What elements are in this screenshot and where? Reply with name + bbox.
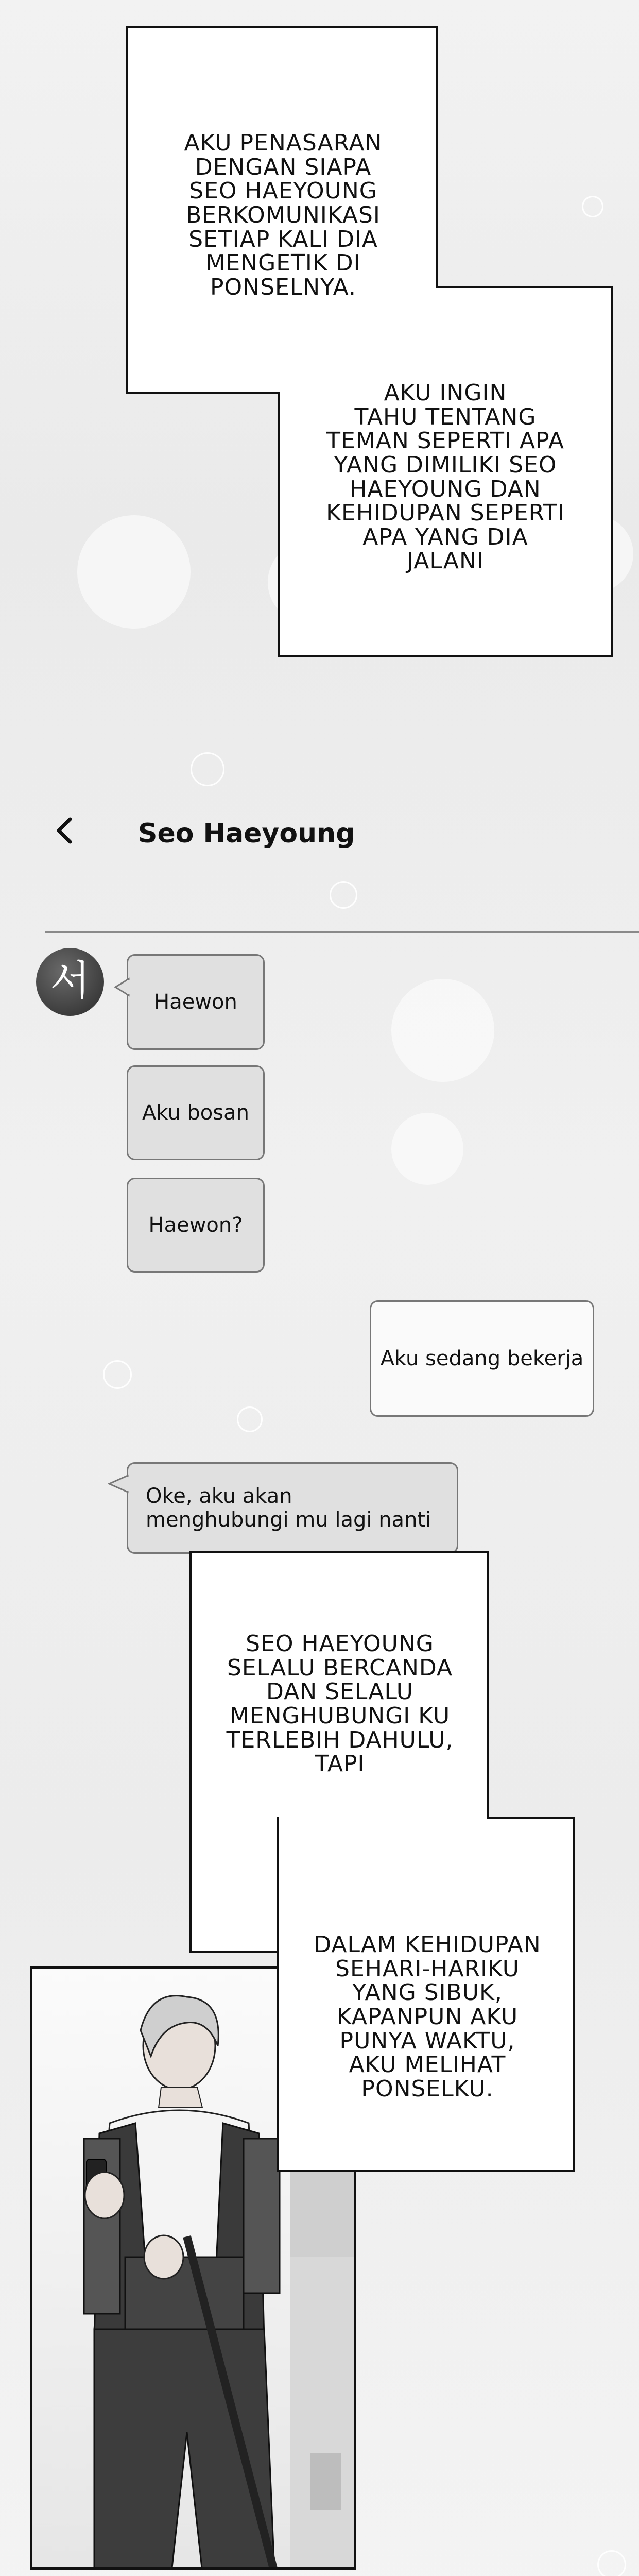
narration-line: KAPANPUN AKU (336, 2003, 519, 2030)
sparkle-decoration (597, 2550, 626, 2576)
bokeh-decoration (391, 979, 494, 1082)
narration-line: SEO HAEYOUNG (246, 1631, 434, 1657)
chat-header (0, 804, 639, 876)
message-bubble-incoming[interactable] (127, 1462, 458, 1554)
narration-line: DAN SELALU (266, 1679, 413, 1705)
sparkle-decoration (191, 752, 224, 786)
narration-line: KEHIDUPAN SEPERTI (326, 500, 565, 527)
narration-box-1-step (126, 392, 280, 394)
narration-line: HAEYOUNG DAN (350, 476, 541, 502)
bokeh-decoration (391, 1113, 463, 1185)
contact-name: Seo Haeyoung (138, 818, 355, 849)
bokeh-decoration (77, 515, 191, 629)
message-text: Aku bosan (142, 1101, 249, 1125)
narration-box-1-lower (126, 289, 280, 394)
narration-line: SEO HAEYOUNG (189, 178, 377, 205)
narration-line: YANG SIBUK, (352, 1979, 503, 2006)
narration-line: DENGAN SIAPA (195, 154, 372, 180)
message-text: Haewon? (148, 1213, 243, 1237)
narration-line: PONSELNYA. (210, 274, 356, 300)
sparkle-decoration (237, 1406, 263, 1432)
narration-line: SELALU BERCANDA (227, 1654, 453, 1681)
narration-line: APA YANG DIA (362, 523, 528, 550)
narration-text-3 (201, 1632, 479, 1776)
narration-line: TEMAN SEPERTI APA (326, 428, 564, 454)
message-bubble-incoming[interactable] (127, 1065, 265, 1160)
sparkle-decoration (103, 1360, 132, 1389)
narration-text-2 (304, 381, 587, 573)
narration-line: TAPI (315, 1751, 365, 1777)
narration-line: PONSELKU. (361, 2075, 494, 2102)
narration-line: SETIAP KALI DIA (188, 226, 378, 252)
message-text-line: Oke, aku akan (146, 1484, 292, 1508)
message-text-line: menghubungi mu lagi nanti (146, 1508, 431, 1532)
bubble-tail (114, 977, 130, 997)
narration-text-1 (144, 131, 422, 299)
narration-line: SEHARI-HARIKU (335, 1955, 520, 1982)
narration-line: JALANI (407, 548, 484, 574)
narration-line: TAHU TENTANG (354, 403, 537, 430)
narration-line: AKU INGIN (384, 380, 507, 406)
narration-text-4 (288, 1933, 566, 2101)
message-text: Aku sedang bekerja (380, 1347, 584, 1370)
narration-line: BERKOMUNIKASI (186, 201, 381, 228)
narration-line: DALAM KEHIDUPAN (314, 1931, 541, 1958)
message-text: Haewon (154, 990, 237, 1014)
sparkle-decoration (330, 881, 357, 909)
narration-line: AKU MELIHAT (349, 2052, 506, 2078)
sparkle-decoration (582, 196, 603, 217)
narration-line: MENGETIK DI (205, 250, 361, 277)
narration-line: AKU PENASARAN (184, 130, 383, 156)
header-divider (45, 931, 639, 933)
bubble-tail (108, 1473, 129, 1494)
narration-line: MENGHUBUNGI KU (229, 1702, 451, 1729)
message-bubble-incoming[interactable] (127, 1178, 265, 1273)
narration-box-3-cover (279, 1815, 487, 1820)
message-bubble-incoming[interactable] (127, 954, 265, 1050)
back-arrow-icon[interactable] (50, 815, 81, 846)
contact-avatar[interactable]: 서 (36, 948, 104, 1016)
message-bubble-outgoing[interactable] (370, 1300, 594, 1417)
narration-line: TERLEBIH DAHULU, (226, 1726, 454, 1753)
narration-line: PUNYA WAKTU, (339, 2027, 515, 2054)
narration-line: YANG DIMILIKI SEO (334, 451, 557, 478)
